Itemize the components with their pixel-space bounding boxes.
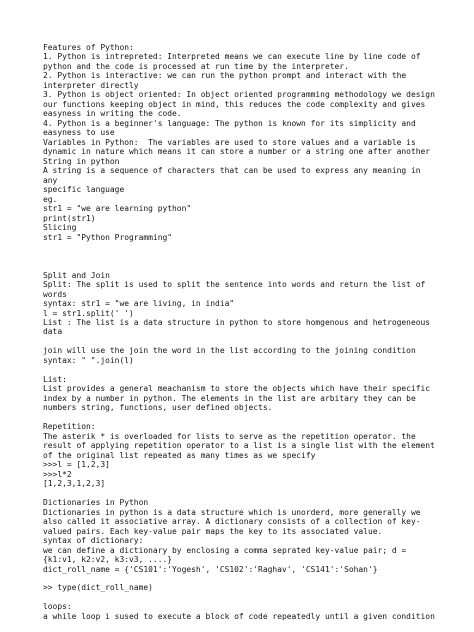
text-line: valued pairs. Each key-value pair maps the key to its associated value. [43, 526, 383, 536]
text-line: index by a number in python. The elements in the list are arbitary they can be [43, 393, 416, 403]
text-line: easyness to use [43, 128, 115, 138]
text-line: a while loop i sused to execute a block of code repeatedly until a given condition [43, 611, 435, 621]
text-line: {k1:v1, k2:v2, k3:v3, ....} [43, 555, 173, 565]
text-line: Slicing [43, 223, 77, 233]
text-line: 4. Python is a beginner's language: The python is known for its simplicity and [43, 118, 416, 128]
text-line: str1 = "Python Programming" [43, 232, 173, 242]
text-line: dynamic in nature which means it can store a number or a string one after another [43, 147, 431, 157]
blank-line [43, 574, 438, 583]
document-body [43, 43, 438, 621]
text-line: str1 = "we are learning python" [43, 204, 192, 214]
blank-line [43, 261, 438, 270]
text-line: Dictionaries in python is a data structure which is unorderd, more generally we [43, 507, 421, 517]
text-line: also called it associative array. A dictionary consists of a collection of key- [43, 517, 421, 527]
text-line: specific language [43, 185, 125, 195]
blank-line [43, 242, 438, 251]
text-line: python and the code is processed at run time by the interpreter. [43, 61, 349, 71]
blank-line [43, 489, 438, 498]
text-line: we can define a dictionary by enclosing a comma seprated key-value pair; d = [43, 545, 407, 555]
blank-line [43, 252, 438, 261]
text-line: 2. Python is interactive: we can run the python prompt and interact with the [43, 71, 407, 81]
text-line: our functions keeping object in mind, this reduces the code complexity and gives [43, 99, 426, 109]
text-line: numbers string, functions, user defined objects. [43, 403, 273, 413]
text-line: easyness in writing the code. [43, 109, 182, 119]
text-line: result of applying repetition operator to a list is a single list with the element [43, 441, 435, 451]
text-line: data [43, 327, 63, 337]
text-line: syntax of dictionary: [43, 536, 144, 546]
text-line: [1,2,3,1,2,3] [43, 479, 106, 489]
text-line: The asterik * is overloaded for lists to serve as the repetition operator. the [43, 431, 416, 441]
text-line: Features of Python: [43, 43, 134, 52]
blank-line [43, 593, 438, 602]
text-line: join will use the join the word in the list according to the joining condition [43, 346, 416, 356]
text-line: Repetition: [43, 422, 96, 432]
text-line: dict_roll_name = {'CS101':'Yogesh', 'CS102':'Raghav', 'CS141':'Sohan'} [43, 564, 378, 574]
text-line: syntax: " ".join(l) [43, 355, 134, 365]
text-line: Split and Join [43, 270, 110, 280]
text-line: List provides a general meachanism to store the objects which have their specific [43, 384, 431, 394]
text-line: 1. Python is intrepreted: Interpreted means we can execute line by line code of [43, 52, 421, 62]
text-line: >> type(dict_roll_name) [43, 583, 153, 593]
text-line: >>>l = [1,2,3] [43, 460, 110, 470]
text-line: A string is a sequence of characters that can be used to express any meaning in any [43, 166, 426, 185]
text-line: Variables in Python: The variables are used to store values and a variable is [43, 137, 416, 147]
text-line: String in python [43, 156, 120, 166]
blank-line [43, 365, 438, 374]
text-line: 3. Python is object oriented: In object oriented programming methodology we design [43, 90, 435, 100]
blank-line [43, 413, 438, 422]
text-line: print(str1) [43, 213, 96, 223]
text-line: Dictionaries in Python [43, 498, 149, 508]
text-line: eg. [43, 194, 58, 204]
text-line: of the original list repeated as many times as we specify [43, 450, 316, 460]
text-line: List : The list is a data structure in python to store homgenous and hetrogeneous [43, 318, 431, 327]
text-line: >>>l*2 [43, 469, 72, 479]
blank-line [43, 337, 438, 346]
text-line: Split: The split is used to split the sentence into words and return the list of [43, 280, 426, 290]
text-line: interpreter directly [43, 80, 139, 90]
text-line: loops: [43, 602, 72, 612]
text-line: List: [43, 374, 67, 384]
text-line: syntax: str1 = "we are living, in india" [43, 299, 235, 309]
text-line: l = str1.split(' ') [43, 308, 134, 318]
text-line: words [43, 289, 67, 299]
